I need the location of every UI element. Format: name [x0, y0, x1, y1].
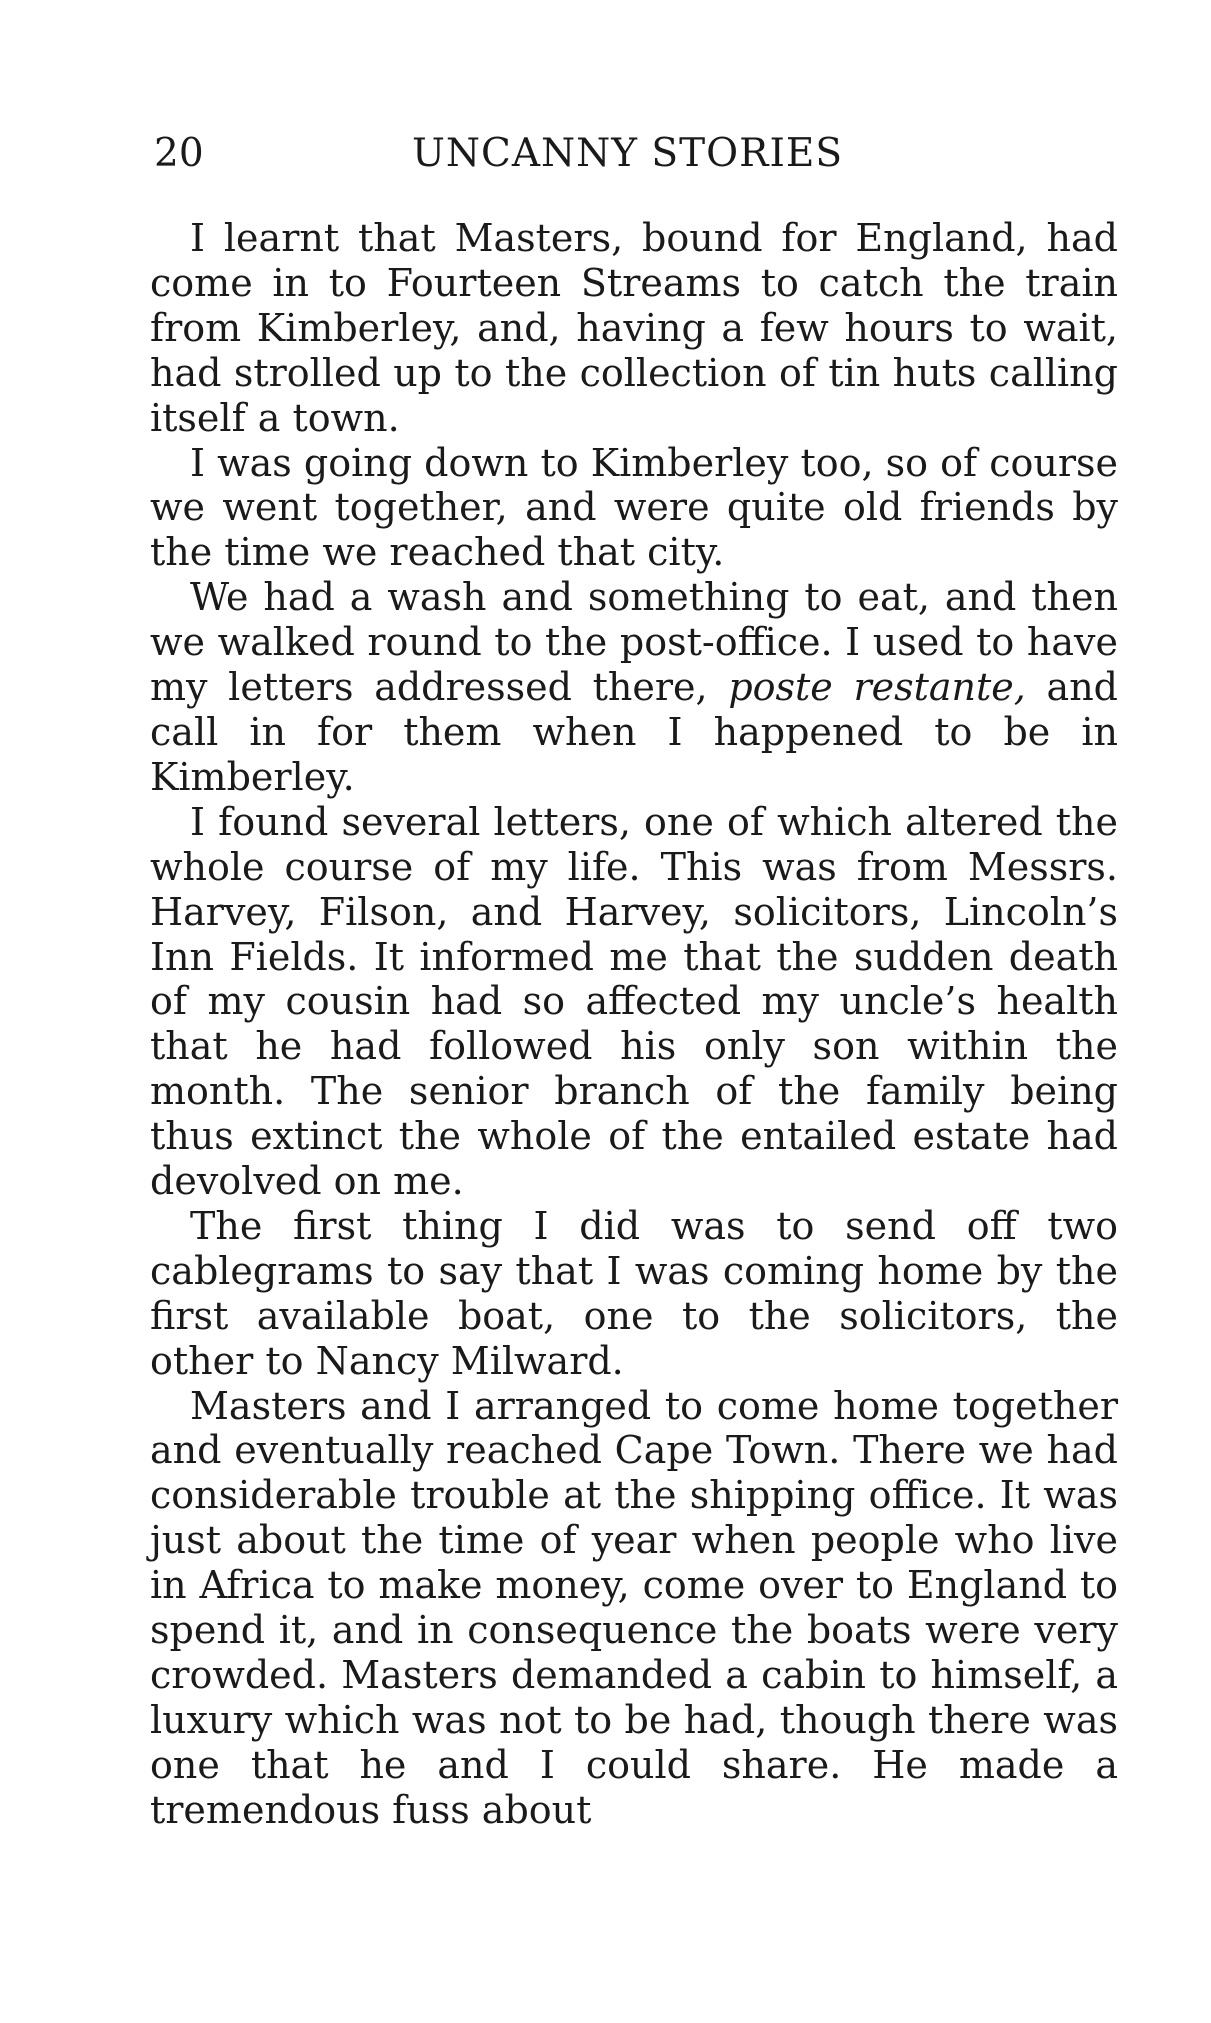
poste-restante-emphasis: poste restante, [728, 665, 1026, 710]
paragraph-3 [150, 575, 1118, 800]
paragraph-3-text-before: We had a wash and something to eat, and then we walked round to the post-office. I used to have my letters addressed there, [150, 575, 1118, 710]
paragraph-2: I was going down to Kimberley too, so of course we went together, and were quite old friends by the time we reached that city. [150, 440, 1118, 575]
body-text [150, 216, 1118, 1833]
paragraph-3-text-after: and call in for them when I happened to be in Kimberley. [150, 665, 1118, 799]
paragraph-5: The first thing I did was to send off two cablegrams to say that I was coming home by the first available boat, one to the solicitors, the other to Nancy Milward. [150, 1203, 1118, 1383]
running-title: UNCANNY STORIES [412, 131, 844, 176]
paragraph-1: I learnt that Masters, bound for England, had come in to Fourteen Streams to catch the train from Kimberley, and, having a few hours to wait, had strolled up to the collection of tin huts calling itself a town. [150, 216, 1118, 440]
paragraph-4: I found several letters, one of which altered the whole course of my life. This was from Messrs. Harvey, Filson, and Harvey, solicitors, Lincoln’s Inn Fields. It informed me that the sudden death of my cousin had so affected my uncle’s health that he had followed his only son within the month. The senior branch of the family being thus extinct the whole of the entailed estate had devolved on me. [150, 799, 1118, 1204]
page-number: 20 [154, 131, 204, 176]
paragraph-6: Masters and I arranged to come home together and eventually reached Cape Town. There we had considerable trouble at the shipping office. It was just about the time of year when people who live in Africa to make money, come over to England to spend it, and in consequence the boats were very crowded. Masters demanded a cabin to himself, a luxury which was not to be had, though there was one that he and I could share. He made a tremendous fuss about [150, 1383, 1118, 1832]
running-head [154, 124, 1114, 184]
